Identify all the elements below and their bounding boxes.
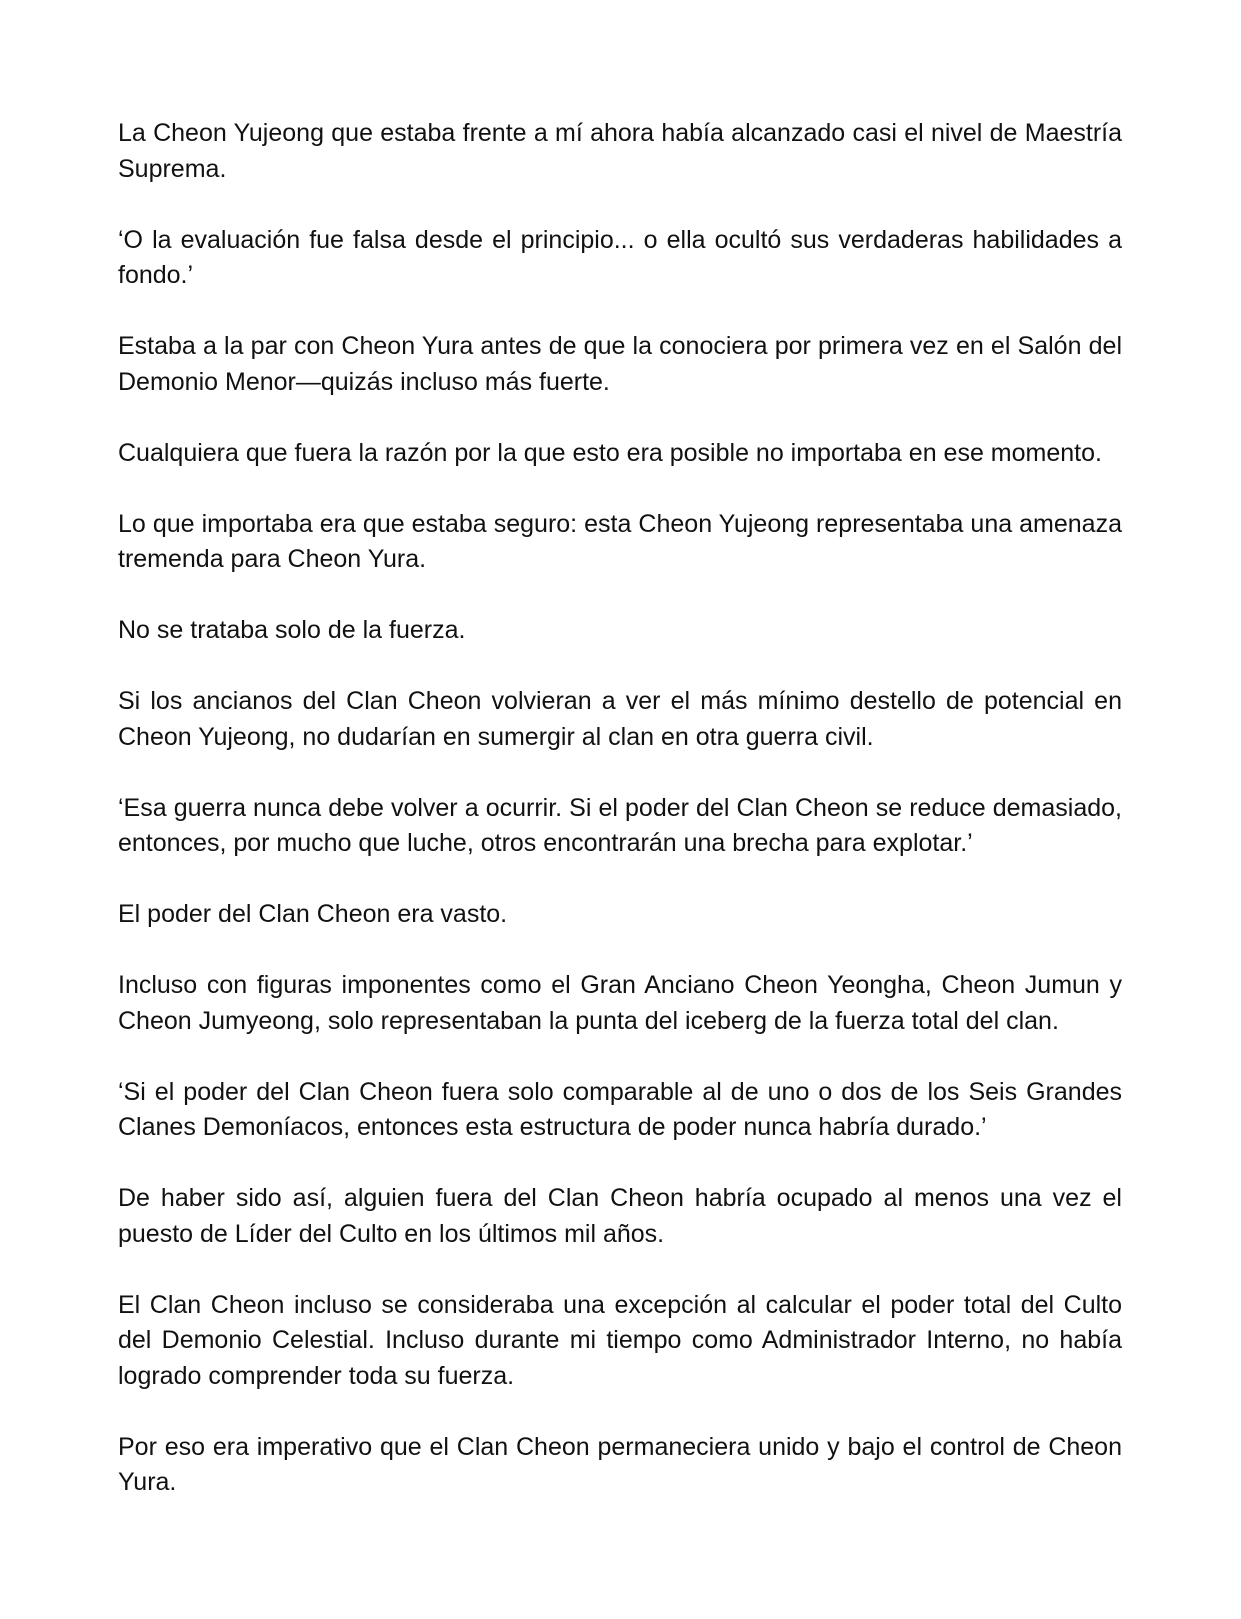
paragraph-14: Por eso era imperativo que el Clan Cheon permaneciera unido y bajo el control de Cheon Yura. [118,1432,1122,1496]
paragraph-10: Incluso con figuras imponentes como el Gran Anciano Cheon Yeongha, Cheon Jumun y Cheon Jumyeong, solo representaban la punta del iceberg de la fuerza total del clan. [118,971,1122,1035]
paragraph-7: Si los ancianos del Clan Cheon volvieran a ver el más mínimo destello de potencial en Cheon Yujeong, no dudarían en sumergir al clan en otra guerra civil. [118,687,1122,751]
paragraph-1: La Cheon Yujeong que estaba frente a mí ahora había alcanzado casi el nivel de Maestría Suprema. [118,119,1122,183]
paragraph-8: ‘Esa guerra nunca debe volver a ocurrir. Si el poder del Clan Cheon se reduce demasiado, entonces, por mucho que luche, otros encontrarán una brecha para explotar.’ [118,793,1122,857]
paragraph-11: ‘Si el poder del Clan Cheon fuera solo comparable al de uno o dos de los Seis Grandes Clanes Demoníacos, entonces esta estructura de poder nunca habría durado.’ [118,1077,1122,1141]
paragraph-3: Estaba a la par con Cheon Yura antes de que la conociera por primera vez en el Salón del Demonio Menor—quizás incluso más fuerte. [118,332,1122,396]
paragraph-9: El poder del Clan Cheon era vasto. [118,900,508,928]
paragraph-2: ‘O la evaluación fue falsa desde el principio... o ella ocultó sus verdaderas habilidades a fondo.’ [118,225,1122,289]
paragraph-5: Lo que importaba era que estaba seguro: esta Cheon Yujeong representaba una amenaza tremenda para Cheon Yura. [118,509,1122,573]
paragraph-4: Cualquiera que fuera la razón por la que esto era posible no importaba en ese momento. [118,438,1102,467]
paragraph-12: De haber sido así, alguien fuera del Clan Cheon habría ocupado al menos una vez el puesto de Líder del Culto en los últimos mil años. [118,1184,1122,1248]
paragraph-6: No se trataba solo de la fuerza. [118,616,466,644]
paragraph-13: El Clan Cheon incluso se consideraba una excepción al calcular el poder total del Culto del Demonio Celestial. Incluso durante mi tiempo como Administrador Interno, no había logrado comprender toda su fuerza. [118,1290,1122,1390]
text-body [118,116,1122,1501]
